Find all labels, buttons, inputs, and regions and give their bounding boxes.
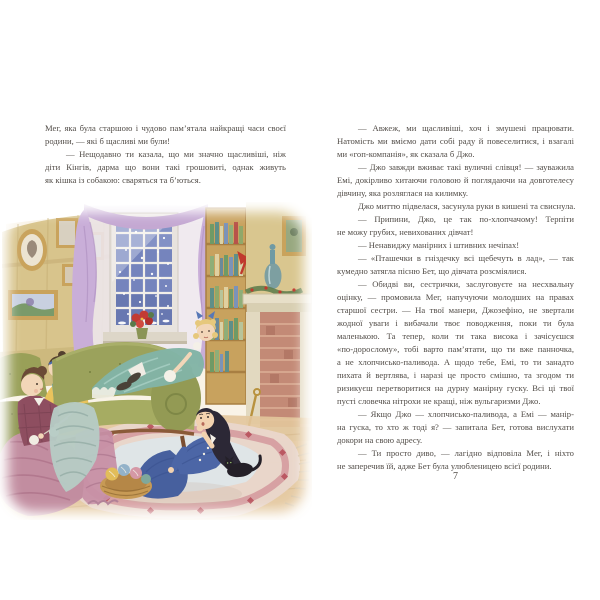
- text-line: на гуска, то хто ж тоді я? — запитала Бет, готова вислухати: [337, 422, 574, 432]
- text-line: пусті словечка нітрохи не кращі, ніж вульгаризми Джо.: [337, 396, 541, 406]
- text-line: — Джо завжди вживає такі вуличні слівця! — зауважила: [358, 162, 574, 172]
- page-number: 7: [453, 471, 458, 482]
- text-line: а не хлопчисько-паливода. А щодо тебе, Емі, то ти занадто: [337, 357, 574, 367]
- text-line: Емі, докірливо хитаючи головою й поглядаючи на довготелесу: [337, 175, 574, 185]
- text-line: не можу грубих, невихованих дівчат!: [337, 227, 474, 237]
- text-line: — Якщо Джо — хлопчисько-паливода, а Емі — манір-: [358, 409, 574, 419]
- text-line: — Авжеж, ми щасливіші, хоч і змушені працювати.: [358, 123, 574, 133]
- text-line: — Ти просто диво, — лагідно відповіла Мег, і ніхто: [358, 448, 574, 458]
- text-line: — Ненавиджу манірних і штивних нечіпах!: [358, 240, 520, 250]
- text-line: не заперечив їй, адже Бет була улюбленицею всієї родини.: [337, 461, 552, 471]
- text-line: жодної уваги і вибачали твоє поводження, поки ти була: [337, 318, 574, 328]
- text-line: ризикуєш перетворитися на дурну манірну гуску. Всі ці твої: [337, 383, 574, 393]
- text-line: оцінку, — промовила Мег, напучуючи молодших на правах: [337, 292, 574, 302]
- text-line: діти Кінгів, дарма що вони такі грошовиті, однак живуть: [45, 162, 286, 172]
- text-line: докори на свою адресу.: [337, 435, 423, 445]
- text-line: — Припини, Джо, це так по-хлопчачому! Терпіти: [358, 214, 574, 224]
- text-line: старшої сестри. — На твої манери, Джозефіно, не звертали: [337, 305, 574, 315]
- text-line: кумедно затягла пісню Бет, що дівчата розсміялися.: [337, 266, 527, 276]
- text-line: Джо миттю підвелася, засунула руки в кишені та свиснула.: [358, 201, 576, 211]
- text-line: ми «гоп-компанія», як сказала б Джо.: [337, 149, 475, 159]
- fireplace: [243, 202, 312, 441]
- text-line: — «Пташечки в гніздечку всі щебечуть в лад», — так: [358, 253, 574, 263]
- text-line: — Нещодавно ти казала, що ми значно щасливіші, ніж: [66, 149, 286, 159]
- text-line: «по-дорослому», тобі варто пам’ятати, що ти вже панночка,: [337, 344, 574, 354]
- text-line: пихата й вертлява, і наразі це просто смішно, та згодом ти: [337, 370, 574, 380]
- text-line: Натомість ми вміємо дати собі раду й повеселитися, і взагалі: [337, 136, 574, 146]
- illustration-living-room: [0, 202, 312, 522]
- right-page-text: [337, 122, 574, 473]
- text-line: дівчину, яка розляглася на килимку.: [337, 188, 469, 198]
- text-line: родини, — які б щасливі ми були!: [45, 136, 171, 146]
- text-line: як кішка із собакою: сваряться та б’ються.: [45, 175, 201, 185]
- text-line: Мег, яка була старшою і чудово пам’ятала найкращі часи своєї: [45, 123, 286, 133]
- text-line: — Обидві ви, сестрички, заслуговуєте на несхвальну: [358, 279, 574, 289]
- text-line: маленькою. Та тепер, коли ти така висока і зачісуєшся: [337, 331, 574, 341]
- left-page-text: [45, 122, 286, 187]
